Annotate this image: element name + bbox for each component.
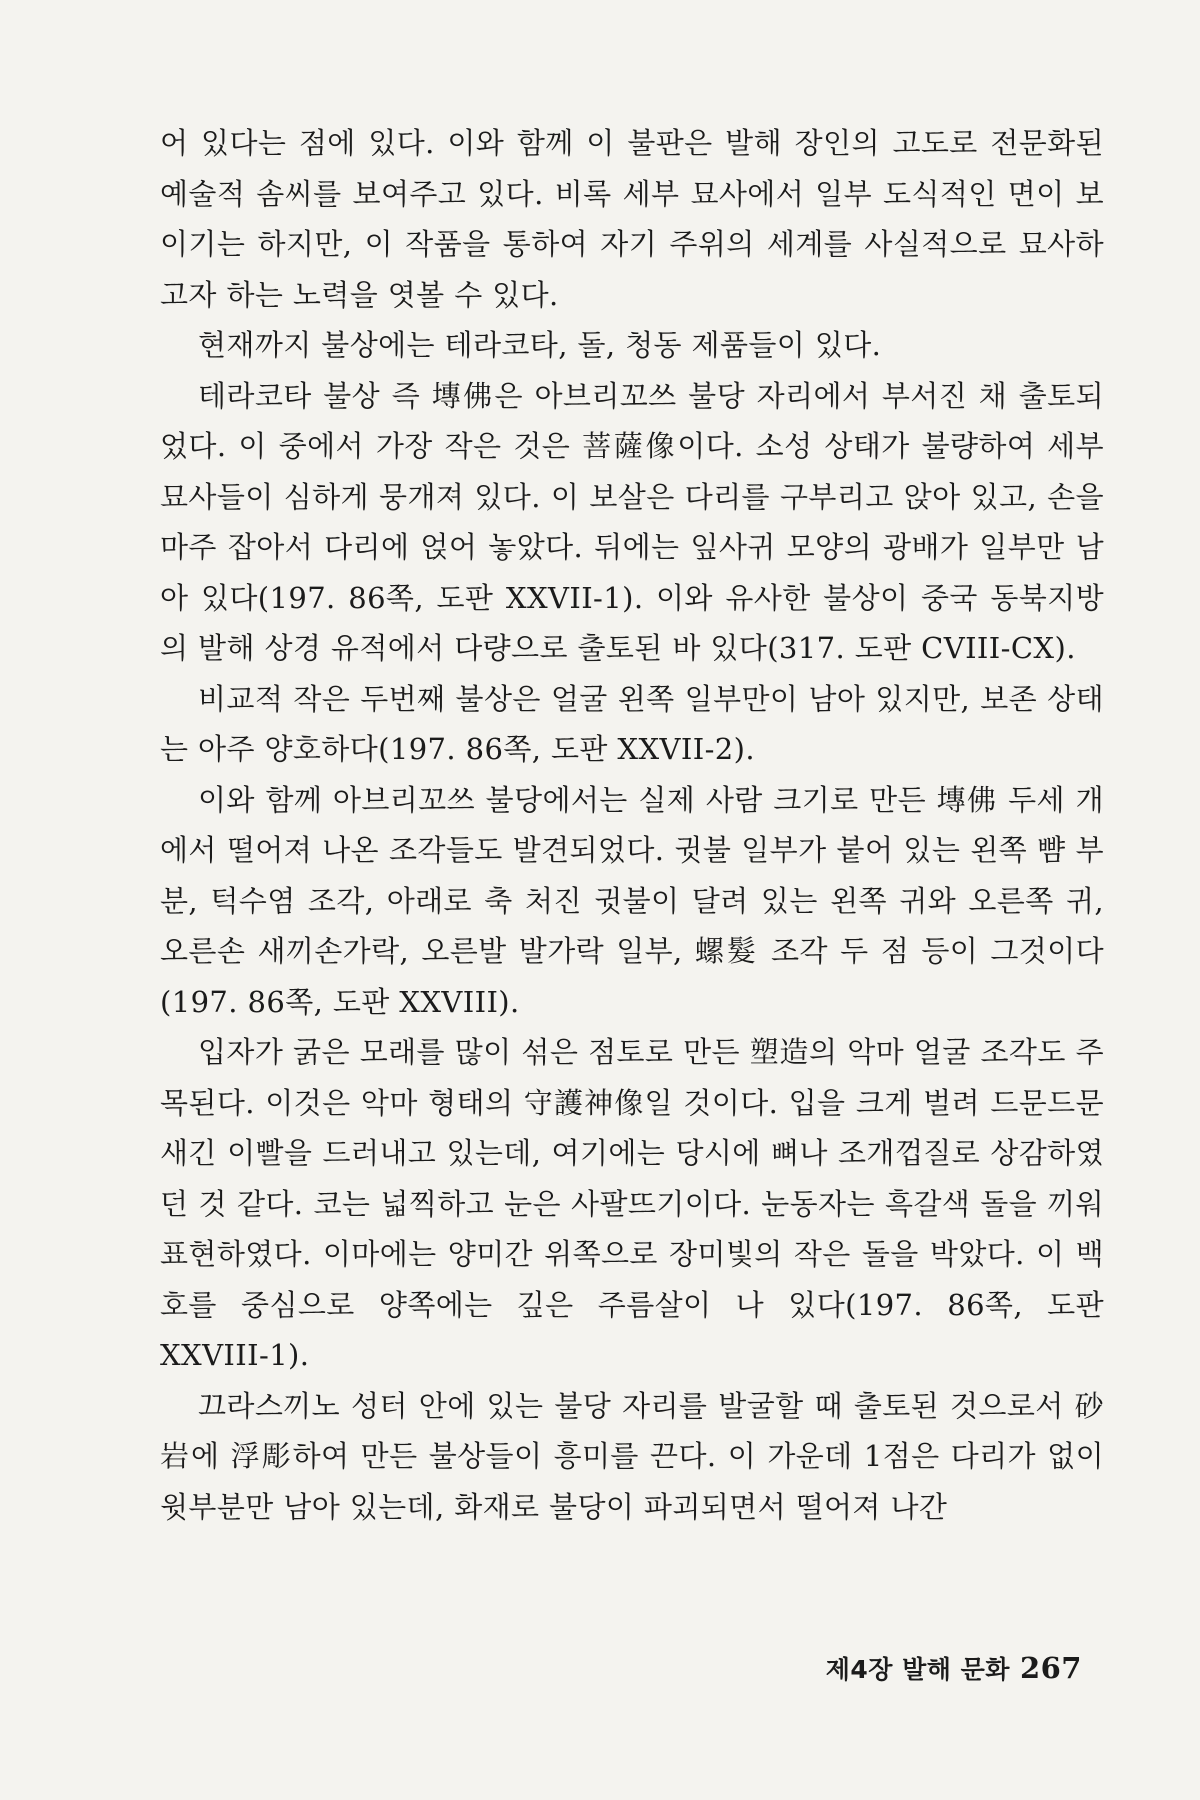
page-number: 267 <box>1019 1651 1082 1685</box>
paragraph: 입자가 굵은 모래를 많이 섞은 점토로 만든 塑造의 악마 얼굴 조각도 주목된다. 이것은 악마 형태의 守護神像일 것이다. 입을 크게 벌려 드문드문 새긴 이빨을 드러내고 있는데, 여기에는 당시에 뼈나 조개껍질로 상감하였던 것 같다. 코는 넓찍하고 눈은 사팔뜨기이다. 눈동자는 흑갈색 돌을 끼워 표현하였다. 이마에는 양미간 위쪽으로 장미빛의 작은 돌을 박았다. 이 백호를 중심으로 양쪽에는 깊은 주름살이 나 있다(197. 86쪽, 도판 XXVIII-1). <box>160 1035 1104 1372</box>
paragraph: 현재까지 불상에는 테라코타, 돌, 청동 제품들이 있다. <box>198 328 882 362</box>
paragraph: 끄라스끼노 성터 안에 있는 불당 자리를 발굴할 때 출토된 것으로서 砂岩에 浮彫하여 만든 불상들이 흥미를 끈다. 이 가운데 1점은 다리가 없이 윗부분만 남아 있는데, 화재로 불당이 파괴되면서 떨어져 나간 <box>160 1388 1104 1524</box>
paragraph: 테라코타 불상 즉 塼佛은 아브리꼬쓰 불당 자리에서 부서진 채 출토되었다. 이 중에서 가장 작은 것은 菩薩像이다. 소성 상태가 불량하여 세부 묘사들이 심하게 뭉개져 있다. 이 보살은 다리를 구부리고 앉아 있고, 손을 마주 잡아서 다리에 얹어 놓았다. 뒤에는 잎사귀 모양의 광배가 일부만 남아 있다(197. 86쪽, 도판 XXVII-1). 이와 유사한 불상이 중국 동북지방의 발해 상경 유적에서 다량으로 출토된 바 있다(317. 도판 CVIII-CX). <box>160 378 1104 665</box>
chapter-title: 제4장 발해 문화 <box>825 1655 1010 1684</box>
paragraph: 이와 함께 아브리꼬쓰 불당에서는 실제 사람 크기로 만든 塼佛 두세 개에서 떨어져 나온 조각들도 발견되었다. 귓불 일부가 붙어 있는 왼쪽 뺨 부분, 턱수염 조각, 아래로 축 처진 귓불이 달려 있는 왼쪽 귀와 오른쪽 귀, 오른손 새끼손가락, 오른발 발가락 일부, 螺髮 조각 두 점 등이 그것이다(197. 86쪽, 도판 XXVIII). <box>160 782 1104 1019</box>
body-text <box>160 118 1104 1532</box>
paragraph-continuation: 어 있다는 점에 있다. 이와 함께 이 불판은 발해 장인의 고도로 전문화된 예술적 솜씨를 보여주고 있다. 비록 세부 묘사에서 일부 도식적인 면이 보이기는 하지만, 이 작품을 통하여 자기 주위의 세계를 사실적으로 묘사하고자 하는 노력을 엿볼 수 있다. <box>160 126 1104 312</box>
page-footer <box>826 1650 1082 1686</box>
paragraph: 비교적 작은 두번째 불상은 얼굴 왼쪽 일부만이 남아 있지만, 보존 상태는 아주 양호하다(197. 86쪽, 도판 XXVII-2). <box>160 681 1104 766</box>
